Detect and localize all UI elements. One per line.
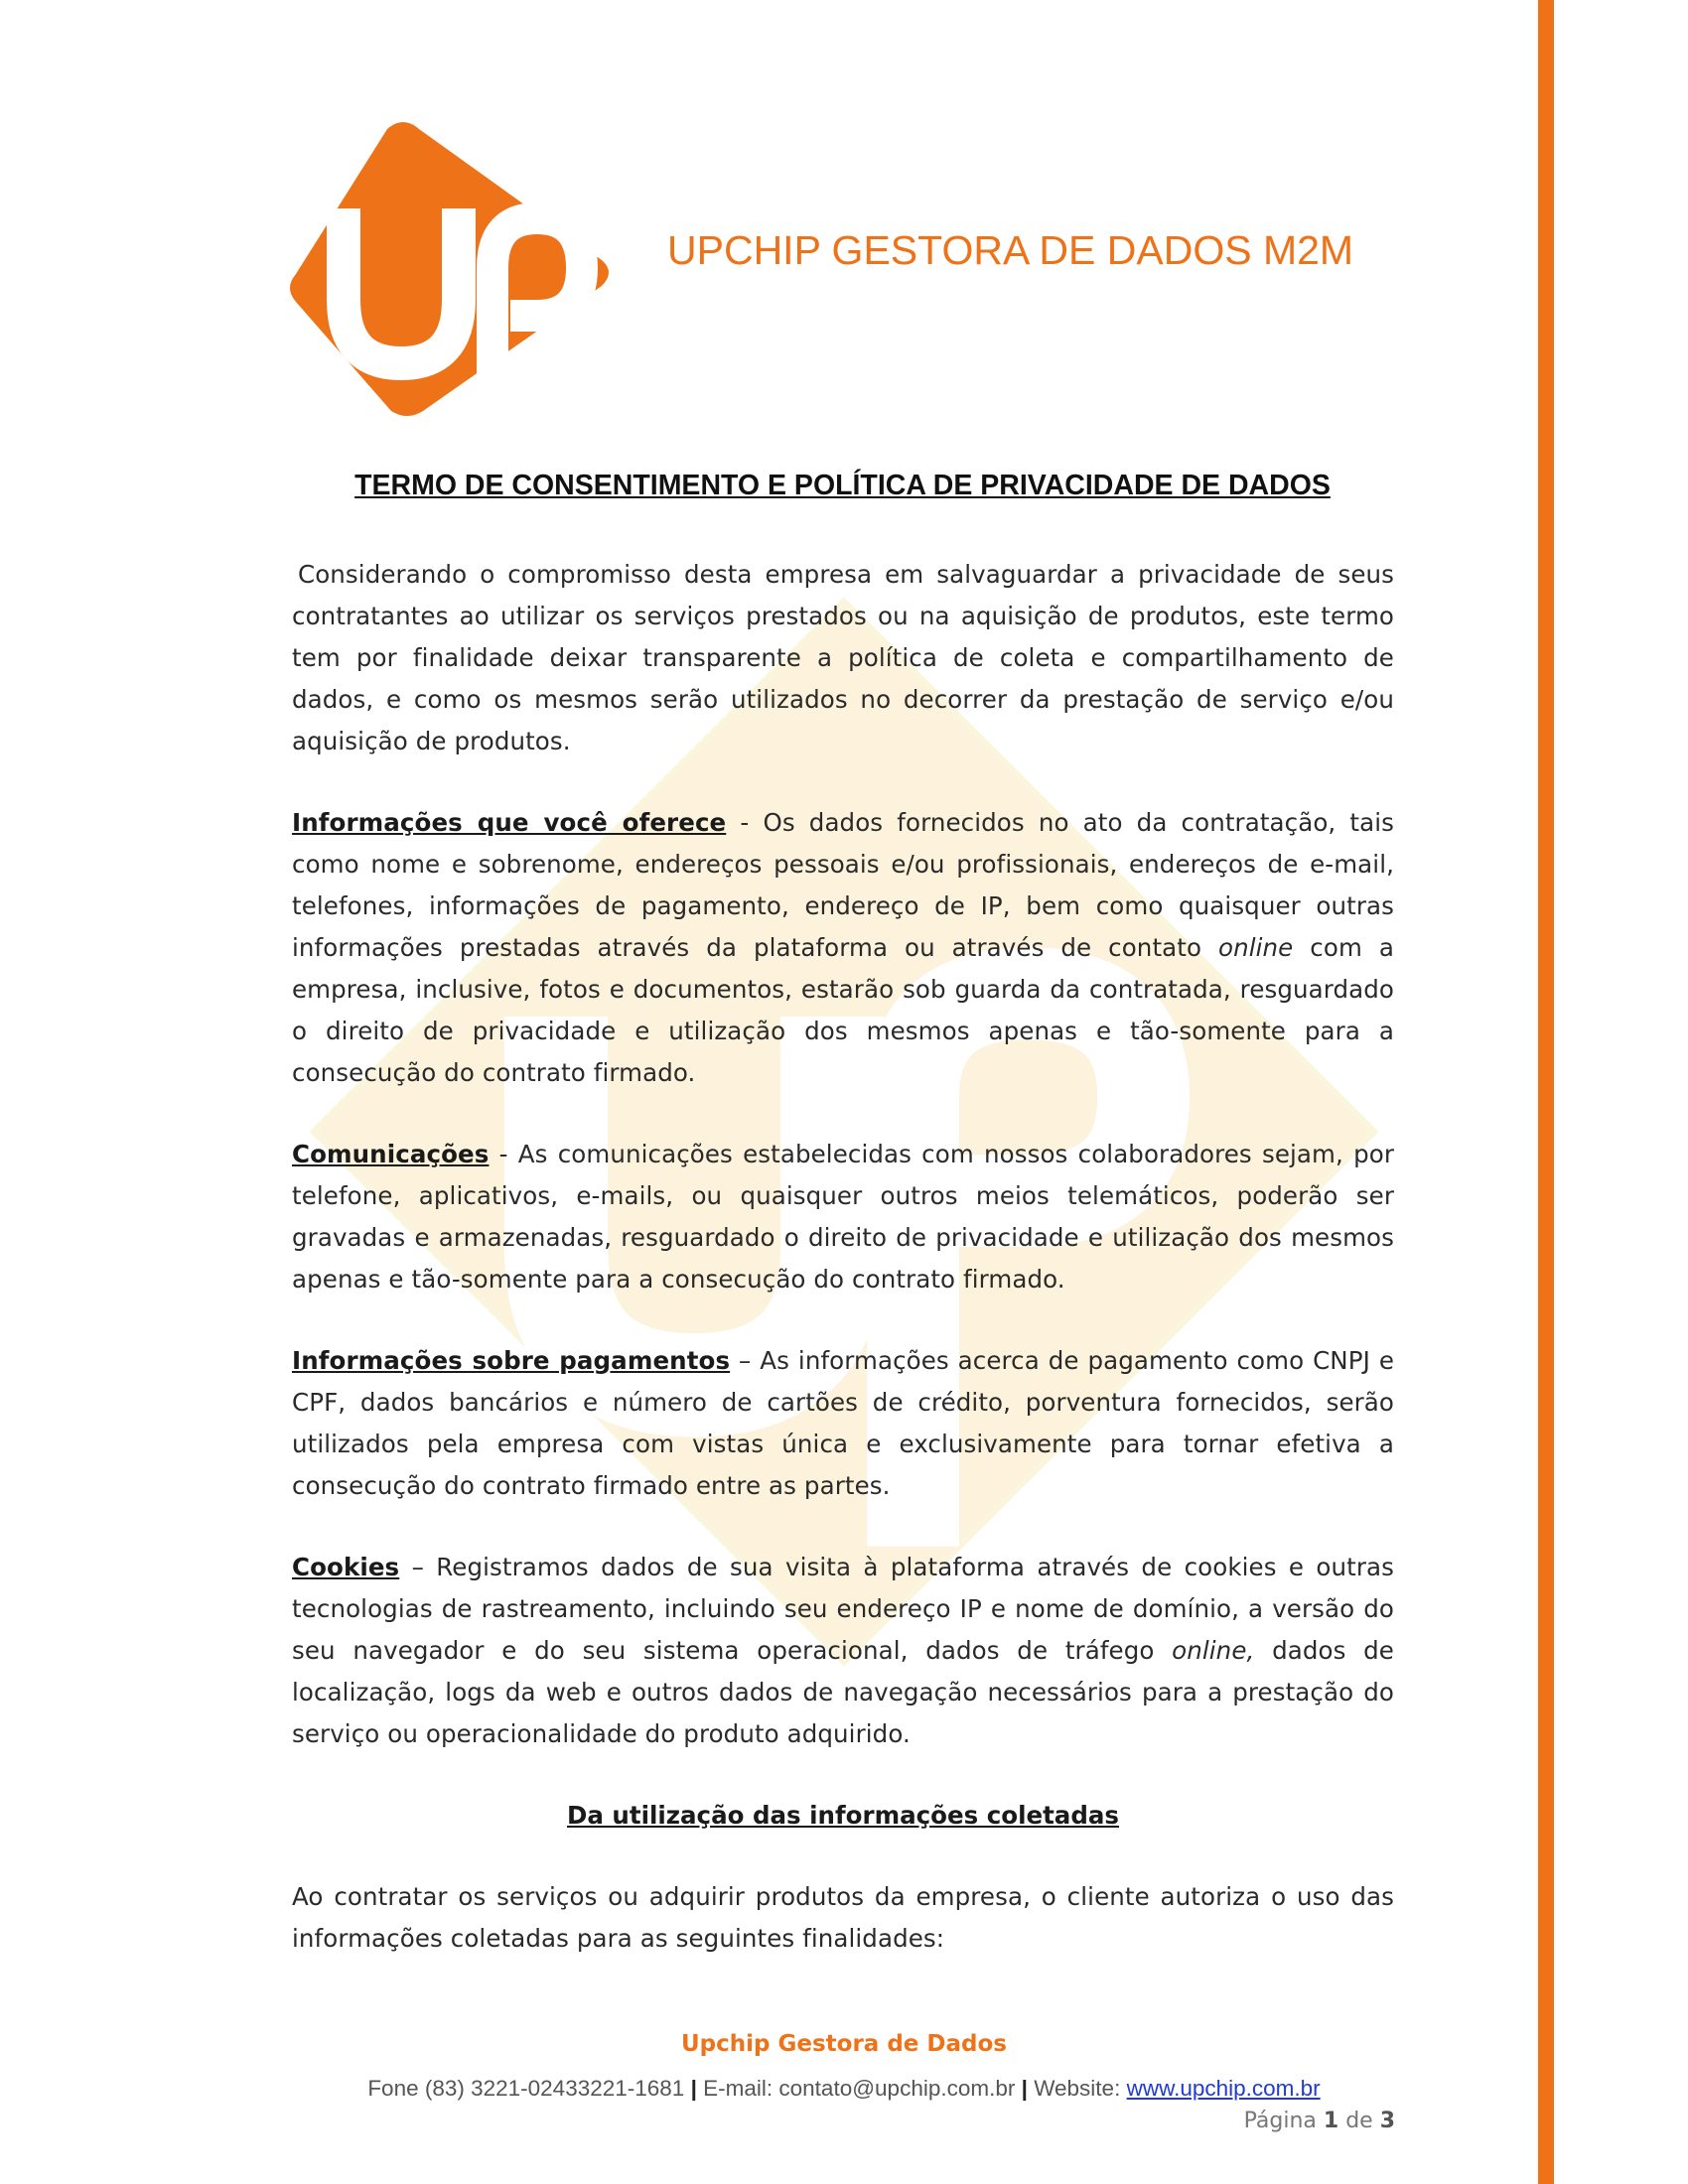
footer-separator: | [1021,2076,1028,2101]
info-italic: online [1218,933,1294,962]
cookies-italic: online, [1172,1636,1255,1665]
usage-heading: Da utilização das informações coletadas [567,1801,1119,1830]
cookies-text-after: dados de localização, logs da web e outros dados de navegação necessários para a prestação do serviço ou operacionalidade do produto adquirido. [292,1636,1394,1748]
page-of: de [1345,2109,1373,2133]
company-title: UPCHIP GESTORA DE DADOS M2M [667,227,1354,273]
footer-separator: | [690,2076,697,2101]
info-text-after: com a empresa, inclusive, fotos e documentos, estarão sob guarda da contratada, resguardado o direito de privacidade e utilização dos mesmos apenas e tão-somente para a consecução do contrato firmado. [292,933,1394,1087]
cookies-term: Cookies [292,1553,400,1581]
company-logo [284,121,616,419]
payments-paragraph [292,1340,1394,1507]
payments-text: – As informações acerca de pagamento como CNPJ e CPF, dados bancários e número de cartões de crédito, porventura fornecidos, serão utilizados pela empresa com vistas única e exclusivamente para tornar efetiva a consecução do contrato firmado entre as partes. [292,1346,1394,1500]
footer-contact-line [0,2076,1688,2102]
footer-website-label: Website: [1034,2076,1121,2101]
footer-website-link[interactable]: www.upchip.com.br [1126,2076,1321,2101]
footer-phone: Fone (83) 3221-02433221-1681 [367,2076,685,2101]
info-text-before: - Os dados fornecidos no ato da contratação, tais como nome e sobrenome, endereços pessoais e/ou profissionais, endereços de e-mail, telefones, informações de pagamento, endereço de IP, bem como quaisquer outras informações prestadas através da plataforma ou através de contato [292,808,1394,962]
info-paragraph [292,802,1394,1094]
page-total: 3 [1379,2109,1395,2133]
intro-paragraph: Considerando o compromisso desta empresa em salvaguardar a privacidade de seus contratantes ao utilizar os serviços prestados ou na aquisição de produtos, este termo tem por finalidade deixar transparente a política de coleta e compartilhamento de dados, e como os mesmos serão utilizados no decorrer da prestação de serviço e/ou aquisição de produtos. [292,560,1394,755]
cookies-paragraph [292,1547,1394,1755]
comms-term: Comunicações [292,1140,490,1168]
footer-company-name: Upchip Gestora de Dados [681,2031,1007,2057]
info-term: Informações que você oferece [292,808,727,837]
page-edge-bar [1538,0,1554,2184]
document-body [292,554,1394,1999]
page-word: Página [1243,2109,1317,2133]
comms-text: - As comunicações estabelecidas com nossos colaboradores sejam, por telefone, aplicativos, e-mails, ou quaisquer outros meios telemáticos, poderão ser gravadas e armazenadas, resguardado o direito de privacidade e utilização dos mesmos apenas e tão-somente para a consecução do contrato firmado. [292,1140,1394,1294]
cookies-text-before: – Registramos dados de sua visita à plataforma através de cookies e outras tecnologias de rastreamento, incluindo seu endereço IP e nome de domínio, a versão do seu navegador e do seu sistema operacional, dados de tráfego [292,1553,1394,1665]
comms-paragraph [292,1134,1394,1300]
page-current: 1 [1323,2109,1339,2133]
usage-paragraph: Ao contratar os serviços ou adquirir produtos da empresa, o cliente autoriza o uso das informações coletadas para as seguintes finalidades: [292,1882,1394,1953]
document-title: TERMO DE CONSENTIMENTO E POLÍTICA DE PRIVACIDADE DE DADOS [354,470,1331,501]
page-number [1172,2109,1395,2133]
footer-email: E-mail: contato@upchip.com.br [703,2076,1016,2101]
payments-term: Informações sobre pagamentos [292,1346,731,1375]
